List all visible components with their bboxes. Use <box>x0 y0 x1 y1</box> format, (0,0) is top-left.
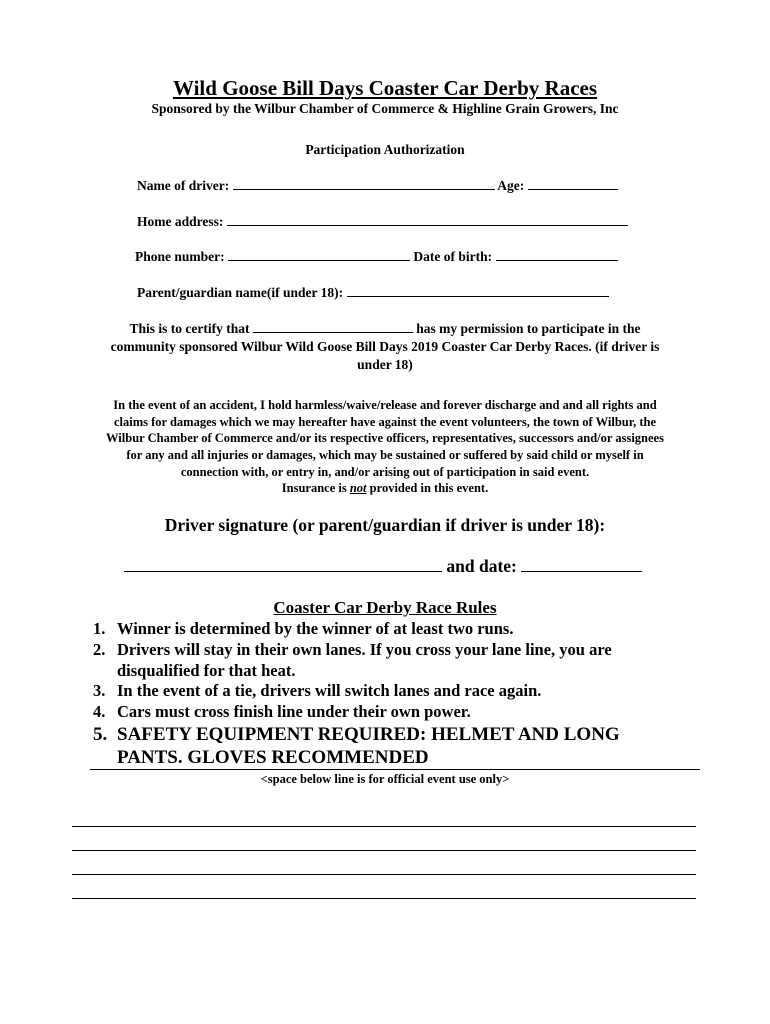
signature-date-field[interactable] <box>521 557 642 572</box>
rule-text: Drivers will stay in their own lanes. If you cross your lane line, you are <box>117 639 612 659</box>
rule-number: 1. <box>93 619 106 638</box>
certify-prefix: This is to certify that <box>129 321 250 336</box>
rule-item <box>93 640 620 682</box>
release-line: for any and all injuries or damages, which may be sustained or suffered by said child or myself in <box>126 448 644 462</box>
rule-item <box>93 702 620 723</box>
rule-text-continued: PANTS. GLOVES RECOMMENDED <box>117 746 429 768</box>
age-field[interactable] <box>528 178 618 190</box>
guardian-label: Parent/guardian name(if under 18): <box>137 285 344 300</box>
certify-line-2: community sponsored Wilbur Wild Goose Bill Days 2019 Coaster Car Derby Races. (if driver is <box>110 339 660 354</box>
official-line[interactable] <box>72 850 696 851</box>
official-divider <box>90 769 700 770</box>
insurance-emphasis: not <box>349 481 367 495</box>
rules-list <box>93 619 620 769</box>
release-line: connection with, or entry in, and/or arising out of participation in said event. <box>180 465 590 479</box>
driver-name-field[interactable] <box>233 178 495 190</box>
phone-label: Phone number: <box>135 249 225 264</box>
insurance-prefix: Insurance is <box>281 481 347 495</box>
dob-label: Date of birth: <box>413 249 493 264</box>
rule-text: Winner is determined by the winner of at least two runs. <box>117 619 514 638</box>
address-field[interactable] <box>227 214 628 226</box>
official-line[interactable] <box>72 874 696 875</box>
rule-text: In the event of a tie, drivers will switch lanes and race again. <box>117 681 542 701</box>
rule-item <box>93 723 620 769</box>
certify-line-3: under 18) <box>357 357 413 372</box>
certify-suffix: has my permission to participate in the <box>416 321 641 336</box>
rule-item <box>93 681 620 702</box>
rule-number: 3. <box>93 681 106 701</box>
release-line: In the event of an accident, I hold harmless/waive/release and forever discharge and and all rights and <box>113 398 657 412</box>
rule-text: Cars must cross finish line under their own power. <box>117 702 471 722</box>
section-title: Participation Authorization <box>305 142 465 157</box>
driver-name-row <box>137 178 618 194</box>
address-row <box>137 214 628 230</box>
rule-text-continued: disqualified for that heat. <box>117 660 296 680</box>
rule-text: SAFETY EQUIPMENT REQUIRED: HELMET AND LONG <box>117 723 620 745</box>
guardian-row <box>137 285 609 301</box>
form-title: Wild Goose Bill Days Coaster Car Derby Races <box>172 76 598 100</box>
address-label: Home address: <box>137 214 224 229</box>
signature-date-label: and date: <box>446 556 517 576</box>
phone-dob-row <box>135 249 618 265</box>
rule-item <box>93 619 620 640</box>
insurance-suffix: provided in this event. <box>369 481 489 495</box>
insurance-note <box>0 480 770 497</box>
release-line: Wilbur Chamber of Commerce and/or its respective officers, representatives, successors and/or assignees <box>106 431 664 445</box>
certify-name-field[interactable] <box>253 321 413 333</box>
official-line[interactable] <box>72 898 696 899</box>
rules-title: Coaster Car Derby Race Rules <box>273 598 497 617</box>
signature-heading: Driver signature (or parent/guardian if driver is under 18): <box>164 515 606 535</box>
guardian-field[interactable] <box>347 285 609 297</box>
official-use-note: <space below line is for official event use only> <box>260 772 510 786</box>
signature-row <box>124 556 642 577</box>
age-label: Age: <box>497 178 525 193</box>
rule-number: 2. <box>93 639 106 659</box>
official-line[interactable] <box>72 826 696 827</box>
rule-number: 4. <box>93 702 106 722</box>
phone-field[interactable] <box>228 249 410 261</box>
driver-name-label: Name of driver: <box>137 178 230 193</box>
certify-line-1 <box>0 320 770 338</box>
dob-field[interactable] <box>496 249 618 261</box>
release-line: claims for damages which we may hereafter have against the event volunteers, the town of Wilbur, the <box>113 415 657 429</box>
sponsor-subtitle: Sponsored by the Wilbur Chamber of Commerce & Highline Grain Growers, Inc <box>151 101 619 116</box>
rule-number: 5. <box>93 723 108 745</box>
signature-field[interactable] <box>124 557 442 572</box>
